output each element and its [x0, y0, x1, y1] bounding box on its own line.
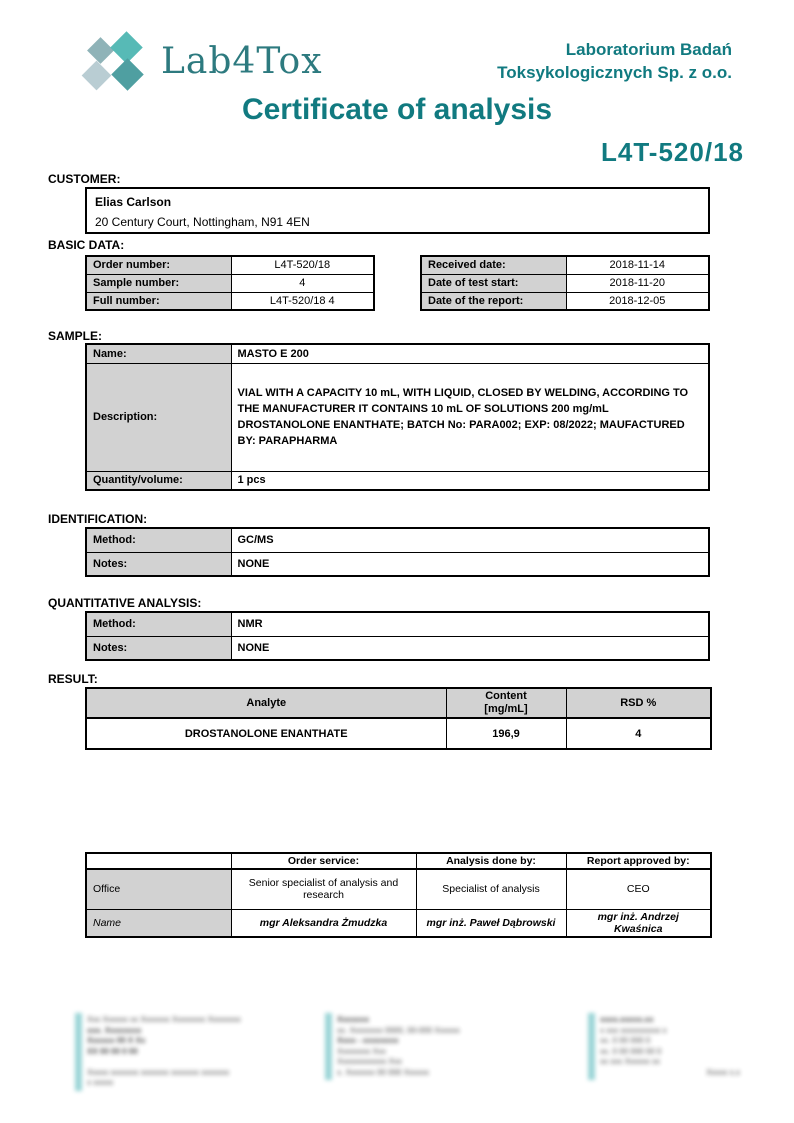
footer-blurred-line: x. Xxxxxxx 00 000 Xxxxxx: [337, 1067, 430, 1077]
report-date-value: 2018-12-05: [566, 292, 709, 310]
signoff-empty-header-cell: [86, 853, 231, 869]
result-col-content: [446, 688, 566, 718]
table-row: [421, 274, 709, 292]
table-row: [86, 528, 709, 552]
sample-quantity-label: Quantity/volume:: [86, 471, 231, 490]
signoff-name-report-value: mgr inż. Andrzej Kwaśnica: [566, 909, 711, 937]
footer-blurred-line: x xxx xxxxxxxxxx x: [600, 1025, 667, 1035]
identification-table: [85, 527, 710, 577]
signoff-name-order-value: mgr Aleksandra Żmudzka: [231, 909, 416, 937]
sample-table: [85, 343, 710, 491]
quantitative-method-label: Method:: [86, 612, 231, 636]
identification-notes-value: NONE: [231, 552, 709, 576]
table-row: [86, 612, 709, 636]
sample-description-value: VIAL WITH A CAPACITY 10 mL, WITH LIQUID, CLOSED BY WELDING, ACCORDING TO THE MANUFACTURER IT CONTAINS 10 mL OF SOLUTIONS 200 mg/mL DROSTANOLONE ENANTHATE; BATCH No: PARA002; EXP: 08/2022; MAUFACTURED BY: PARAPHARMA: [231, 363, 709, 471]
order-number-label: Order number:: [86, 256, 231, 274]
result-rsd-value: 4: [566, 718, 711, 749]
signoff-col-order-service: Order service:: [231, 853, 416, 869]
result-data-row: [86, 718, 711, 749]
table-row: [86, 909, 711, 937]
quantitative-table: [85, 611, 710, 661]
footer-blurred-line: [87, 1057, 307, 1068]
logo-text: Lab4Tox: [161, 41, 323, 82]
quantitative-notes-label: Notes:: [86, 636, 231, 660]
result-col-rsd: RSD %: [566, 688, 711, 718]
identification-method-label: Method:: [86, 528, 231, 552]
result-col-content-line1: Content: [485, 690, 527, 702]
result-content-value: 196,9: [446, 718, 566, 749]
sample-number-value: 4: [231, 274, 374, 292]
footer-blurred-line: Xxxxx x.x: [706, 1067, 740, 1077]
test-start-date-value: 2018-11-20: [566, 274, 709, 292]
customer-name: Elias Carlson: [95, 195, 172, 209]
sample-number-label: Sample number:: [86, 274, 231, 292]
customer-heading: CUSTOMER:: [48, 172, 121, 186]
table-row: [86, 274, 374, 292]
footer-blurred-line: xx. Xxxxxxxx 0000, 00-000 Xxxxxx: [337, 1025, 460, 1035]
footer-blurred-line: XX 00 00 0 00: [87, 1046, 138, 1056]
signoff-table: [85, 852, 712, 938]
lab4tox-logo: [85, 33, 385, 95]
sample-heading: SAMPLE:: [48, 329, 102, 343]
result-col-content-line2: [mg/mL]: [484, 703, 528, 715]
sample-name-label: Name:: [86, 344, 231, 363]
table-header-row: [86, 853, 711, 869]
table-row: [86, 363, 709, 471]
basic-data-right-table: [420, 255, 710, 311]
footer-blurred-line: xxx. Xxxxxxxx: [87, 1025, 142, 1035]
table-row: [421, 292, 709, 310]
result-table: [85, 687, 712, 750]
company-name-line1: Laboratorium Badań: [565, 40, 732, 59]
footer-blurred-line: x xxxxx: [87, 1078, 114, 1087]
table-row: [86, 552, 709, 576]
sample-name-value: MASTO E 200: [231, 344, 709, 363]
result-heading: RESULT:: [48, 672, 98, 686]
footer-blurred-line: xxxx.xxxxx.xx: [600, 1015, 654, 1024]
result-col-analyte: Analyte: [86, 688, 446, 718]
signoff-office-report-value: CEO: [566, 869, 711, 909]
signoff-name-label: Name: [86, 909, 231, 937]
footer-blurred-line: xx. 0 00 000 0: [600, 1036, 651, 1045]
footer-blurred-line: Xxxx - xxxxxxxx: [337, 1036, 399, 1045]
footer-blurred-line: xx. 0 00 000 00 0: [600, 1046, 662, 1056]
signoff-col-report-approved-by: Report approved by:: [566, 853, 711, 869]
quantitative-method-value: NMR: [231, 612, 709, 636]
full-number-label: Full number:: [86, 292, 231, 310]
quantitative-notes-value: NONE: [231, 636, 709, 660]
signoff-office-label: Office: [86, 869, 231, 909]
identification-notes-label: Notes:: [86, 552, 231, 576]
footer-blurred-line: Xxxxxxx: [337, 1015, 370, 1024]
footer-address-block-blurred: [588, 1013, 740, 1080]
logo-diamonds-icon: [85, 33, 157, 95]
logo-diamond-icon: [111, 58, 144, 91]
test-start-date-label: Date of test start:: [421, 274, 566, 292]
footer-blurred-line: Xxxxxx 00 X Xx: [87, 1036, 146, 1045]
signoff-name-analysis-value: mgr inż. Paweł Dąbrowski: [416, 909, 566, 937]
signoff-col-analysis-done-by: Analysis done by:: [416, 853, 566, 869]
sample-quantity-value: 1 pcs: [231, 471, 709, 490]
table-row: [86, 344, 709, 363]
table-row: [86, 292, 374, 310]
table-row: [86, 869, 711, 909]
quantitative-heading: QUANTITATIVE ANALYSIS:: [48, 596, 202, 610]
customer-box: [85, 187, 710, 234]
logo-diamond-icon: [87, 37, 114, 64]
signoff-office-analysis-value: Specialist of analysis: [416, 869, 566, 909]
footer-blurred-line: Xxxxx xxxxxxx xxxxxxx xxxxxxx xxxxxxx: [87, 1067, 230, 1077]
identification-method-value: GC/MS: [231, 528, 709, 552]
company-name-line2: Toksykologicznych Sp. z o.o.: [497, 63, 732, 82]
basic-data-left-table: [85, 255, 375, 311]
signoff-office-order-value: Senior specialist of analysis and research: [231, 869, 416, 909]
table-header-row: [86, 688, 711, 718]
sample-description-label: Description:: [86, 363, 231, 471]
logo-diamond-icon: [82, 61, 112, 91]
received-date-label: Received date:: [421, 256, 566, 274]
basic-data-heading: BASIC DATA:: [48, 238, 125, 252]
footer-address-block-blurred: [325, 1013, 500, 1080]
report-date-label: Date of the report:: [421, 292, 566, 310]
footer-address-block-blurred: [75, 1013, 307, 1091]
footer-blurred-line: Xxxxxxxxxxxx Xxx: [337, 1057, 402, 1066]
document-title: Certificate of analysis: [241, 93, 553, 126]
table-row: [421, 256, 709, 274]
table-row: [86, 636, 709, 660]
table-row: [86, 471, 709, 490]
customer-address: 20 Century Court, Nottingham, N91 4EN: [95, 215, 310, 229]
identification-heading: IDENTIFICATION:: [48, 512, 148, 526]
full-number-value: L4T-520/18 4: [231, 292, 374, 310]
result-analyte-value: DROSTANOLONE ENANTHATE: [86, 718, 446, 749]
certificate-number: L4T-520/18: [601, 137, 744, 167]
order-number-value: L4T-520/18: [231, 256, 374, 274]
footer-blurred-line: Xxx Xxxxxx xx Xxxxxxx Xxxxxxxx Xxxxxxxx: [87, 1015, 241, 1024]
footer-blurred-line: Xxxxxxxx Xxx: [337, 1046, 386, 1056]
footer-blurred-line: xx xxx Xxxxxx xx: [600, 1057, 661, 1066]
received-date-value: 2018-11-14: [566, 256, 709, 274]
table-row: [86, 256, 374, 274]
company-name: [497, 38, 732, 84]
